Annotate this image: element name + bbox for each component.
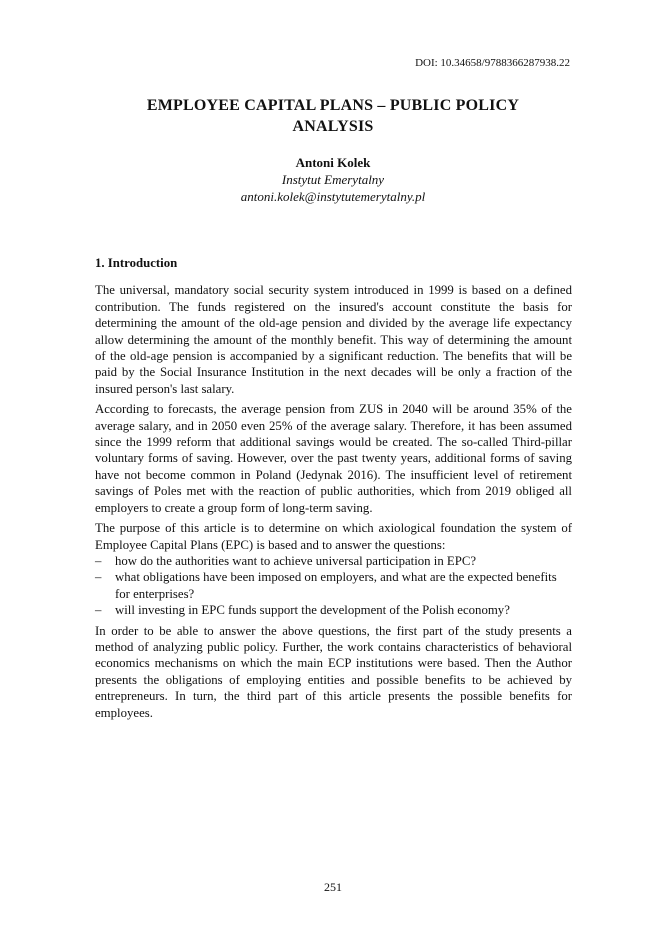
closing-paragraph: In order to be able to answer the above questions, the first part of the study presents a method of analyzing public policy. Further, the work contains characteristics of behavioral economics mechanisms on which the main ECP institutions were based. Then the Author presents the obligations of employing entities and possible benefits to be achieved by entrepreneurs. In turn, the third part of this article presents the possible benefits for employees. xyxy=(95,623,572,720)
question-text: will investing in EPC funds support the development of the Polish economy? xyxy=(115,603,510,618)
doi-identifier: DOI: 10.34658/9788366287938.22 xyxy=(415,57,570,69)
intro-paragraph-3: The purpose of this article is to determine on which axiological foundation the system of Employee Capital Plans (EPC) is based and to answer the questions: xyxy=(95,521,572,552)
question-text: how do the authorities want to achieve universal participation in EPC? xyxy=(115,553,477,568)
intro-paragraph-1: The universal, mandatory social security system introduced in 1999 is based on a defined contribution. The funds registered on the insured's account constitute the basis for determining the amount of the old-age pension and divided by the average life expectancy allow determining the amount of the monthly benefit. This way of determining the amount of the old-age pension is accompanied by a significant reduction. The benefits that will be paid by the Social Insurance Institution in the next decades will be only a fraction of the insured person's last salary. xyxy=(95,283,572,396)
list-item xyxy=(95,553,572,569)
page-number: 251 xyxy=(324,880,342,894)
list-item xyxy=(95,602,572,618)
question-text: what obligations have been imposed on employers, and what are the expected benefits for enterprises? xyxy=(115,570,557,601)
author-affiliation: Instytut Emerytalny xyxy=(281,172,385,187)
section-heading: 1. Introduction xyxy=(95,256,178,270)
article-body xyxy=(95,255,572,725)
list-item xyxy=(95,569,572,602)
paper-title xyxy=(0,95,666,137)
research-questions-list xyxy=(95,553,572,619)
paper-title-line-2: ANALYSIS xyxy=(292,118,374,135)
author-email: antoni.kolek@instytutemerytalny.pl xyxy=(240,189,426,204)
dash-bullet: – xyxy=(95,570,102,585)
intro-paragraph-2: According to forecasts, the average pension from ZUS in 2040 will be around 35% of the average salary, and in 2050 even 25% of the average salary. Therefore, it has been assumed since the 1999 reform that additional savings would be created. The so-called Third-pillar voluntary forms of saving. However, over the past twenty years, additional forms of saving have not become common in Poland (Jedynak 2016). The insufficient level of retirement savings of Poles met with the reaction of public authorities, which from 2019 obliged all employers to create a group form of long-term saving. xyxy=(95,402,572,515)
dash-bullet: – xyxy=(95,603,102,618)
dash-bullet: – xyxy=(95,553,102,568)
paper-title-line-1: EMPLOYEE CAPITAL PLANS – PUBLIC POLICY xyxy=(146,97,520,114)
author-name: Antoni Kolek xyxy=(295,155,371,170)
author-block xyxy=(0,154,666,205)
